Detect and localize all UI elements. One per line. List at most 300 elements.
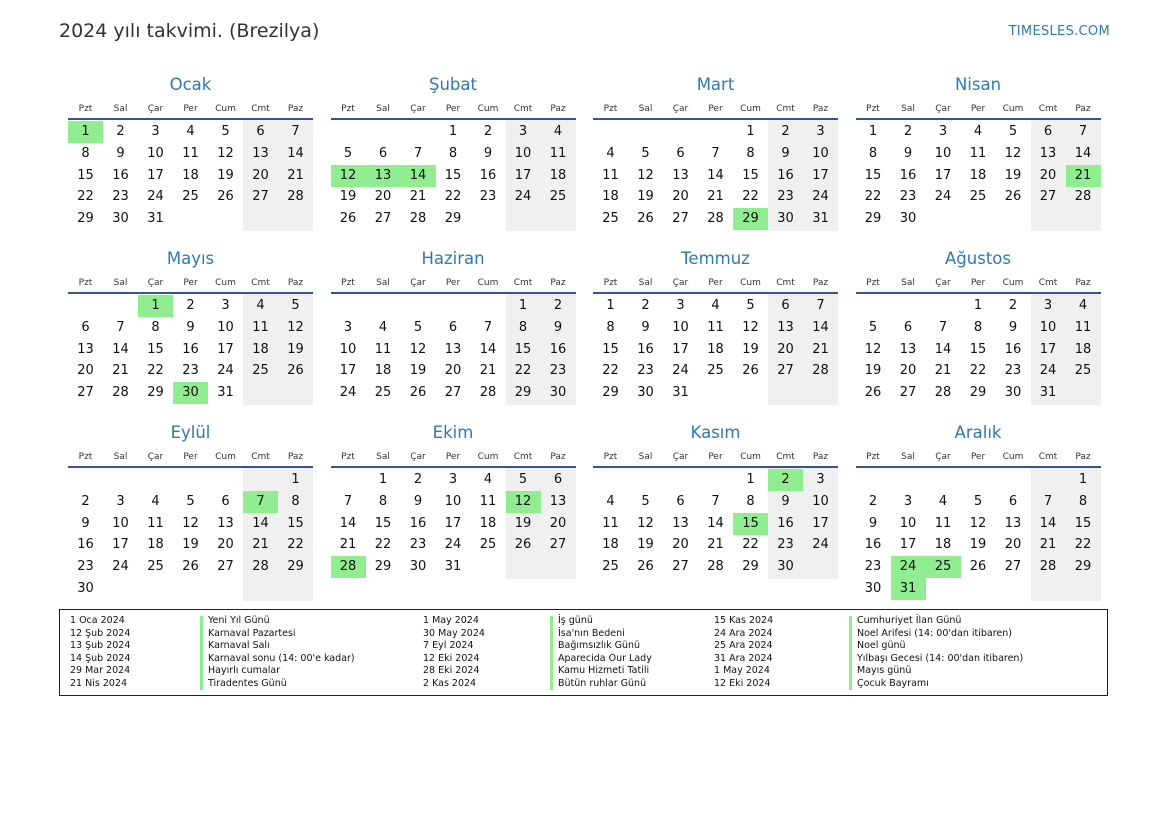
day-cell: 16: [182, 341, 199, 357]
day-cell: 9: [868, 515, 878, 531]
month-block: [856, 421, 1101, 596]
legend-date: 21 Nis 2024: [70, 677, 127, 689]
day-cell: 17: [217, 341, 234, 357]
day-cell: 20: [899, 363, 917, 379]
day-cell: 22: [742, 537, 759, 553]
weekday-label: Cmt: [776, 278, 795, 288]
day-cell: 20: [777, 341, 794, 357]
legend-holiday-name: Cumhuriyet İlan Günü: [857, 615, 962, 626]
weekday-label: Sal: [901, 278, 915, 288]
holiday-day-cell: 29: [733, 208, 768, 230]
day-cell: 20: [374, 189, 392, 205]
weekday-label: Per: [970, 278, 986, 288]
day-cell: 5: [518, 472, 528, 487]
day-cell: 5: [413, 319, 423, 335]
day-cell: 30: [777, 211, 794, 227]
weekday-label: Pzt: [866, 104, 880, 114]
day-cell: 2: [413, 472, 423, 487]
day-cell: 10: [934, 145, 952, 161]
weekday-label: Cum: [740, 452, 761, 462]
day-cell: 14: [252, 515, 269, 531]
day-cell: 17: [339, 363, 357, 379]
day-cell: 15: [864, 167, 882, 183]
day-cell: 5: [641, 145, 650, 161]
day-cell: 26: [1004, 189, 1022, 205]
holiday-day-cell: 2: [768, 469, 803, 491]
day-cell: 29: [602, 385, 619, 401]
day-cell: 16: [864, 537, 882, 553]
day-cell: 27: [672, 211, 689, 227]
day-cell: 8: [973, 319, 983, 335]
legend-holiday-name: Noel günü: [857, 640, 906, 652]
day-cell: 9: [781, 145, 790, 161]
day-cell: 27: [444, 385, 462, 401]
weekday-label: Paz: [550, 104, 566, 114]
day-cell: 21: [252, 537, 269, 553]
weekday-label: Paz: [812, 452, 829, 462]
legend-holiday-name: Yeni Yıl Günü: [208, 615, 270, 626]
day-cell: 21: [812, 341, 829, 357]
day-cell: 26: [514, 537, 532, 553]
weekday-label: Pzt: [603, 278, 618, 288]
legend-holiday-name: Karnaval sonu (14: 00'e kadar): [208, 652, 355, 664]
legend-date: 1 May 2024: [714, 665, 770, 677]
day-cell: 13: [672, 167, 689, 183]
weekday-label: Cmt: [513, 278, 533, 288]
weekday-label: Paz: [550, 278, 566, 288]
day-cell: 14: [1039, 515, 1057, 531]
site-link[interactable]: TIMESLES.COM: [1008, 24, 1110, 39]
day-cell: 2: [553, 298, 563, 313]
day-cell: 22: [602, 363, 619, 379]
weekday-label: Paz: [812, 278, 829, 288]
day-cell: 20: [549, 515, 567, 531]
day-cell: 16: [77, 537, 94, 553]
holiday-day-cell: 15: [733, 513, 768, 535]
day-cell: 23: [112, 189, 129, 205]
weekday-label: Per: [708, 278, 723, 288]
day-cell: 14: [707, 167, 724, 183]
day-cell: 10: [444, 493, 462, 509]
day-cell: 23: [777, 537, 794, 553]
holiday-day-cell: 25: [926, 556, 961, 578]
weekday-label: Per: [445, 278, 461, 288]
day-cell: 11: [479, 493, 497, 509]
month-block: [331, 247, 576, 417]
holiday-day-cell: 30: [173, 382, 208, 404]
day-cell: 4: [553, 124, 563, 139]
day-cell: 6: [676, 145, 685, 161]
legend-date-column: [70, 615, 130, 691]
weekday-label: Sal: [376, 452, 390, 462]
day-cell: 25: [549, 189, 567, 205]
weekday-label: Paz: [550, 452, 566, 462]
day-cell: 4: [378, 319, 388, 335]
month-title: Şubat: [429, 75, 477, 94]
day-cell: 29: [969, 385, 987, 401]
page-title: 2024 yılı takvimi. (Brezilya): [59, 20, 320, 42]
day-cell: 28: [479, 385, 497, 401]
weekday-label: Sal: [638, 452, 653, 462]
weekday-label: Paz: [812, 104, 829, 114]
day-cell: 5: [641, 493, 650, 509]
day-cell: 23: [864, 559, 882, 575]
day-cell: 28: [252, 559, 269, 575]
holiday-day-cell: 24: [891, 556, 926, 578]
weekday-label: Pzt: [341, 278, 355, 288]
weekday-label: Çar: [672, 104, 689, 114]
weekday-header: [331, 278, 576, 290]
day-cell: 29: [444, 211, 462, 227]
day-cell: 1: [291, 472, 300, 487]
day-cell: 5: [1008, 124, 1018, 139]
day-cell: 23: [549, 363, 567, 379]
weekday-header: [68, 278, 313, 290]
day-cell: 7: [711, 493, 720, 509]
day-cell: 12: [864, 341, 882, 357]
day-cell: 6: [221, 493, 230, 509]
day-cell: 14: [112, 341, 129, 357]
day-cell: 21: [479, 363, 497, 379]
day-cell: 21: [1039, 537, 1057, 553]
day-cell: 1: [1078, 472, 1088, 487]
day-cell: 23: [409, 537, 427, 553]
day-cell: 2: [781, 124, 790, 139]
day-cell: 22: [864, 189, 882, 205]
day-cell: 29: [77, 211, 94, 227]
day-cell: 8: [1078, 493, 1088, 509]
day-cell: 17: [672, 341, 689, 357]
day-cell: 25: [374, 385, 392, 401]
weekday-label: Paz: [1075, 278, 1091, 288]
day-cell: 13: [1004, 515, 1022, 531]
month-title: Temmuz: [681, 249, 750, 268]
day-cell: 8: [378, 493, 388, 509]
weekday-label: Çar: [147, 104, 164, 114]
day-cell: 11: [374, 341, 392, 357]
day-cell: 19: [1004, 167, 1022, 183]
day-cell: 19: [742, 341, 759, 357]
day-cell: 11: [707, 319, 724, 335]
day-cell: 26: [409, 385, 427, 401]
day-cell: 7: [413, 145, 423, 161]
day-cell: 12: [217, 145, 234, 161]
weekday-label: Çar: [672, 278, 689, 288]
day-cell: 29: [287, 559, 304, 575]
day-cell: 26: [287, 363, 304, 379]
weekday-label: Pzt: [78, 452, 93, 462]
holiday-legend: [59, 609, 1108, 696]
day-cell: 2: [868, 493, 878, 509]
day-cell: 26: [969, 559, 987, 575]
day-cell: 11: [969, 145, 987, 161]
day-cell: 29: [374, 559, 392, 575]
weekday-label: Paz: [1075, 104, 1091, 114]
weekday-label: Pzt: [603, 452, 618, 462]
day-cell: 22: [287, 537, 304, 553]
weekday-label: Çar: [672, 452, 689, 462]
day-cell: 3: [816, 472, 825, 487]
day-cell: 16: [1004, 341, 1022, 357]
day-cell: 6: [81, 319, 90, 335]
day-cell: 23: [637, 363, 654, 379]
legend-holiday-name: Yılbaşı Gecesi (14: 00'dan itibaren): [857, 652, 1024, 664]
day-cell: 3: [116, 493, 125, 509]
weekday-label: Çar: [410, 278, 426, 288]
day-cell: 21: [339, 537, 357, 553]
weekday-label: Cum: [1002, 278, 1024, 288]
day-cell: 30: [549, 385, 567, 401]
day-cell: 9: [553, 319, 563, 335]
day-cell: 15: [374, 515, 392, 531]
day-cell: 27: [1004, 559, 1022, 575]
month-title: Kasım: [690, 423, 741, 442]
day-cell: 13: [444, 341, 462, 357]
day-cell: 1: [378, 472, 388, 487]
weekday-label: Çar: [147, 278, 164, 288]
day-cell: 16: [112, 167, 129, 183]
day-cell: 14: [707, 515, 724, 531]
legend-marker: [200, 616, 203, 690]
day-cell: 28: [707, 559, 724, 575]
legend-holiday-name: Karnaval Pazartesi: [208, 627, 296, 639]
weekday-label: Per: [183, 452, 198, 462]
day-cell: 17: [112, 537, 129, 553]
day-cell: 27: [672, 559, 689, 575]
day-cell: 1: [746, 472, 755, 487]
day-cell: 17: [934, 167, 952, 183]
day-cell: 19: [409, 363, 427, 379]
month-block: [331, 73, 576, 243]
day-cell: 13: [77, 341, 94, 357]
day-cell: 9: [116, 145, 125, 161]
legend-date: 24 Ara 2024: [714, 627, 773, 639]
day-cell: 24: [112, 559, 129, 575]
day-cell: 25: [252, 363, 269, 379]
day-cell: 9: [1008, 319, 1018, 335]
weekday-label: Cum: [740, 104, 761, 114]
day-cell: 16: [549, 341, 567, 357]
month-title: Ekim: [432, 423, 474, 442]
holiday-day-cell: 7: [243, 491, 278, 513]
day-cell: 24: [812, 537, 829, 553]
day-cell: 14: [1074, 145, 1092, 161]
day-cell: 6: [903, 319, 913, 335]
month-title: Haziran: [421, 249, 485, 268]
day-cell: 11: [602, 515, 619, 531]
day-cell: 4: [186, 124, 195, 139]
legend-holiday-name: Noel Arifesi (14: 00'dan itibaren): [857, 627, 1012, 639]
weekday-label: Cmt: [1038, 278, 1058, 288]
day-cell: 20: [217, 537, 234, 553]
day-cell: 7: [711, 145, 720, 161]
weekday-label: Pzt: [866, 452, 880, 462]
day-cell: 31: [147, 211, 164, 227]
day-cell: 21: [112, 363, 129, 379]
day-cell: 23: [182, 363, 199, 379]
day-cell: 15: [77, 167, 94, 183]
day-cell: 21: [409, 189, 427, 205]
day-cell: 9: [641, 319, 650, 335]
weekday-label: Per: [708, 452, 723, 462]
day-cell: 19: [637, 537, 654, 553]
holiday-day-cell: 28: [331, 556, 366, 578]
day-cell: 29: [864, 211, 882, 227]
day-cell: 16: [637, 341, 654, 357]
day-cell: 26: [742, 363, 759, 379]
holiday-day-cell: 12: [331, 165, 366, 187]
month-title: Eylül: [170, 423, 211, 442]
weekday-label: Cum: [477, 278, 499, 288]
day-cell: 24: [812, 189, 829, 205]
day-cell: 18: [182, 167, 199, 183]
day-cell: 18: [147, 537, 164, 553]
day-cell: 20: [1004, 537, 1022, 553]
holiday-day-cell: 14: [401, 165, 436, 187]
day-cell: 1: [518, 298, 528, 313]
day-cell: 26: [864, 385, 882, 401]
weekday-label: Pzt: [78, 278, 93, 288]
day-cell: 18: [934, 537, 952, 553]
day-cell: 20: [444, 363, 462, 379]
day-cell: 11: [252, 319, 269, 335]
weekday-label: Cmt: [251, 104, 270, 114]
day-cell: 5: [291, 298, 300, 313]
day-cell: 22: [374, 537, 392, 553]
weekday-label: Cmt: [251, 278, 270, 288]
day-cell: 19: [287, 341, 304, 357]
day-cell: 2: [483, 124, 493, 139]
day-cell: 2: [641, 298, 650, 313]
day-cell: 4: [973, 124, 983, 139]
day-cell: 2: [186, 298, 195, 313]
day-cell: 30: [409, 559, 427, 575]
weekday-label: Paz: [1075, 452, 1091, 462]
legend-holiday-name: İş günü: [558, 615, 593, 626]
weekday-label: Sal: [376, 104, 390, 114]
day-cell: 3: [448, 472, 458, 487]
day-cell: 9: [81, 515, 90, 531]
legend-holiday-name: Bütün ruhlar Günü: [558, 677, 647, 689]
weekday-label: Pzt: [341, 104, 355, 114]
weekday-header: [593, 452, 838, 464]
day-cell: 4: [711, 298, 720, 313]
day-cell: 16: [479, 167, 497, 183]
weekday-label: Cum: [215, 104, 236, 114]
day-cell: 2: [903, 124, 913, 139]
day-cell: 6: [378, 145, 388, 161]
day-cell: 15: [742, 167, 759, 183]
weekday-label: Per: [183, 278, 198, 288]
day-cell: 13: [899, 341, 917, 357]
day-cell: 16: [777, 167, 794, 183]
day-cell: 16: [777, 515, 794, 531]
weekday-label: Paz: [287, 104, 304, 114]
legend-date: 28 Eki 2024: [423, 665, 480, 677]
weekday-label: Per: [970, 104, 986, 114]
month-block: [856, 247, 1101, 417]
day-cell: 5: [746, 298, 755, 313]
day-cell: 24: [934, 189, 952, 205]
day-cell: 27: [252, 189, 269, 205]
day-cell: 18: [252, 341, 269, 357]
day-cell: 20: [672, 537, 689, 553]
day-cell: 18: [602, 189, 619, 205]
day-cell: 9: [413, 493, 423, 509]
day-cell: 29: [742, 559, 759, 575]
day-cell: 5: [221, 124, 230, 139]
holiday-day-cell: 31: [891, 578, 926, 600]
legend-date: 12 Eki 2024: [423, 652, 480, 664]
legend-date-column: [423, 615, 485, 691]
legend-date: 29 Mar 2024: [70, 665, 131, 677]
day-cell: 20: [77, 363, 94, 379]
day-cell: 10: [812, 145, 829, 161]
month-block: [68, 73, 313, 243]
weekday-label: Cum: [1002, 452, 1024, 462]
day-cell: 13: [1039, 145, 1057, 161]
weekday-header: [331, 452, 576, 464]
month-block: [856, 73, 1101, 243]
day-cell: 29: [147, 385, 164, 401]
weekday-label: Çar: [410, 104, 426, 114]
legend-date: 15 Kas 2024: [714, 615, 774, 626]
weekday-header: [856, 452, 1101, 464]
day-cell: 1: [448, 124, 458, 139]
day-cell: 18: [707, 341, 724, 357]
weekday-label: Çar: [147, 452, 164, 462]
month-block: [68, 247, 313, 417]
day-cell: 5: [973, 493, 983, 509]
month-title: Ocak: [169, 75, 212, 94]
weekday-header: [593, 104, 838, 116]
legend-name-column: [208, 615, 355, 691]
holiday-day-cell: 12: [506, 491, 541, 513]
day-cell: 19: [969, 537, 987, 553]
day-cell: 12: [637, 167, 654, 183]
day-cell: 1: [868, 124, 878, 139]
day-cell: 15: [602, 341, 619, 357]
day-cell: 21: [707, 537, 724, 553]
day-cell: 17: [147, 167, 164, 183]
month-block: [331, 421, 576, 591]
legend-date: 1 May 2024: [423, 615, 479, 626]
day-cell: 27: [899, 385, 917, 401]
day-cell: 24: [1039, 363, 1057, 379]
day-cell: 8: [81, 145, 90, 161]
day-cell: 31: [1039, 385, 1057, 401]
day-cell: 3: [1043, 298, 1053, 313]
weekday-label: Sal: [113, 104, 128, 114]
day-cell: 15: [1074, 515, 1092, 531]
month-title: Mart: [696, 75, 735, 94]
day-cell: 31: [672, 385, 689, 401]
weekday-label: Cum: [215, 278, 236, 288]
day-cell: 6: [1008, 493, 1018, 509]
legend-name-column: [558, 615, 652, 691]
weekday-label: Cmt: [513, 104, 533, 114]
legend-holiday-name: Aparecida Our Lady: [558, 652, 652, 664]
day-cell: 11: [182, 145, 199, 161]
day-cell: 22: [77, 189, 94, 205]
weekday-label: Pzt: [341, 452, 355, 462]
weekday-header: [593, 278, 838, 290]
legend-date: 25 Ara 2024: [714, 640, 773, 652]
day-cell: 14: [812, 319, 829, 335]
day-cell: 16: [409, 515, 427, 531]
day-cell: 10: [112, 515, 129, 531]
day-cell: 17: [444, 515, 462, 531]
